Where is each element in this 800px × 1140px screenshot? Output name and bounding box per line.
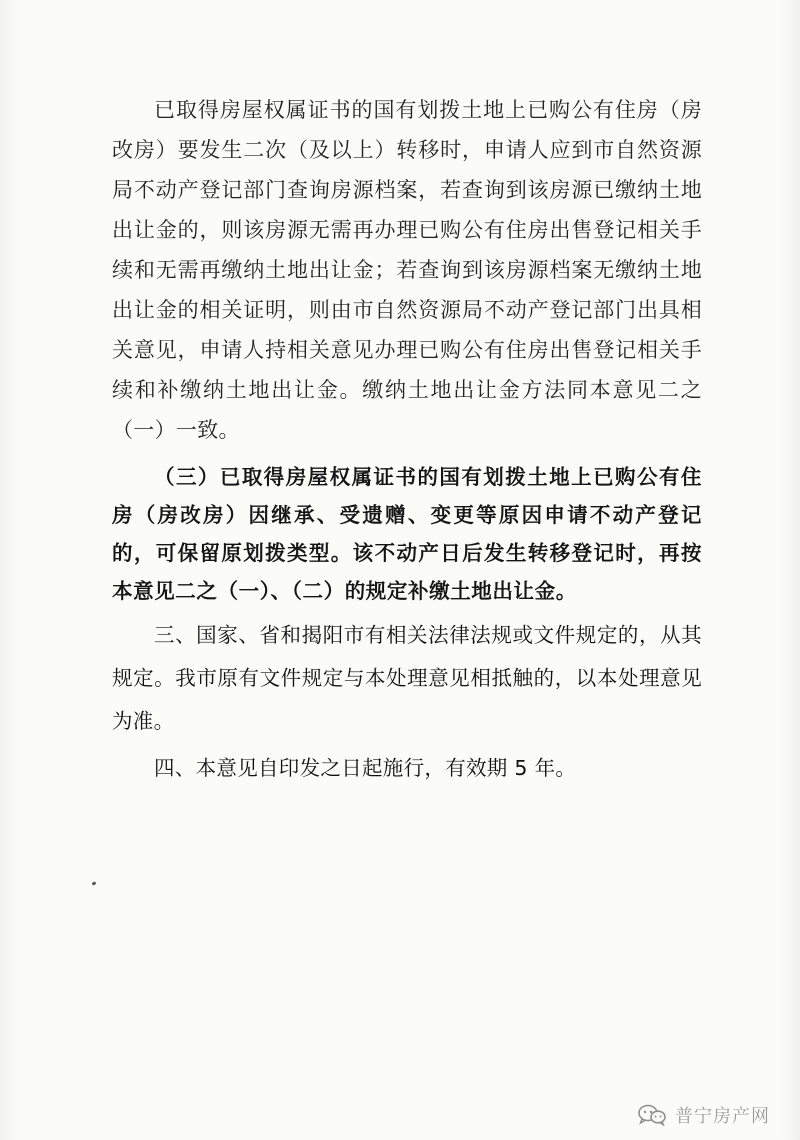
paragraph-section-three: （三）已取得房屋权属证书的国有划拨土地上已购公有住房（房改房）因继承、受遗赠、变更等原因申请不动产登记的，可保留原划拨类型。该不动产日后发生转移登记时，再按本意见二之（一）、（二）的规定补缴土地出让金。 xyxy=(112,465,702,603)
watermark xyxy=(637,1102,770,1128)
scan-speck xyxy=(92,881,97,886)
paragraph-item-three: 三、国家、省和揭阳市有相关法律法规或文件规定的，从其规定。我市原有文件规定与本处理意见相抵触的，以本处理意见为准。 xyxy=(112,623,702,733)
wechat-icon xyxy=(637,1104,667,1126)
document-body xyxy=(112,90,702,790)
paragraph-item-four: 四、本意见自印发之日起施行，有效期 5 年。 xyxy=(154,756,577,780)
watermark-text: 普宁房产网 xyxy=(675,1106,770,1127)
paragraph-second-transfer: 已取得房屋权属证书的国有划拨土地上已购公有住房（房改房）要发生二次（及以上）转移时，申请人应到市自然资源局不动产登记部门查询房源档案，若查询到该房源已缴纳土地出让金的，则该房源无需再办理已购公有住房出售登记相关手续和无需再缴纳土地出让金；若查询到该房源档案无缴纳土地出让金的相关证明，则由市自然资源局不动产登记部门出具相关意见，申请人持相关意见办理已购公有住房出售登记相关手续和补缴纳土地出让金。缴纳土地出让金方法同本意见二之（一）一致。 xyxy=(112,98,702,442)
